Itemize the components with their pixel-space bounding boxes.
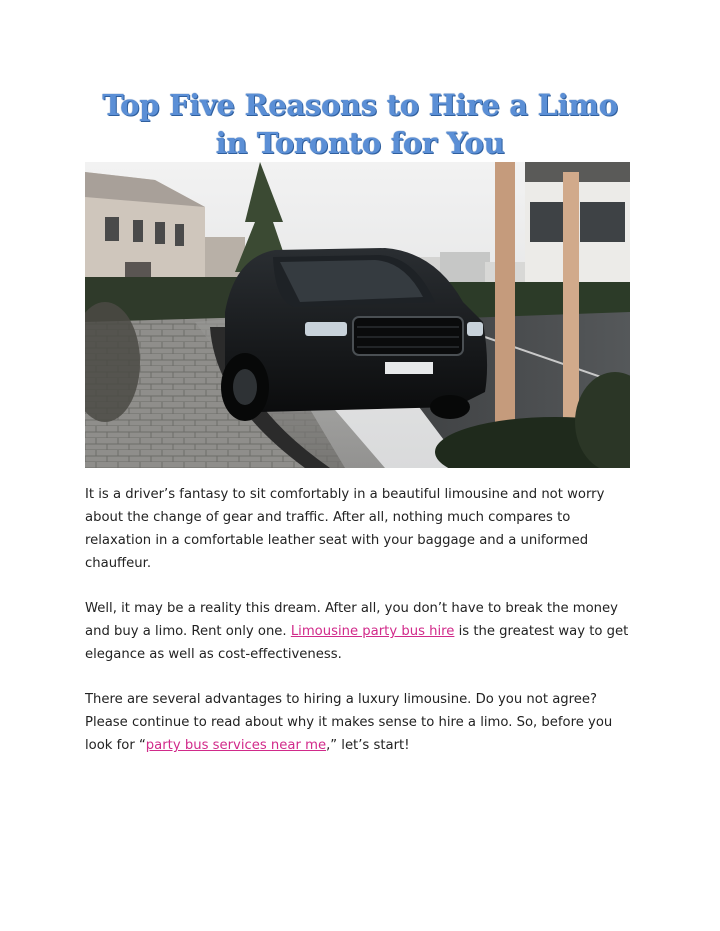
party-bus-services-near-me-link[interactable]: party bus services near me: [145, 738, 327, 753]
paragraph-2-text-after: is the greatest way to get elegance as well as cost-effectiveness.: [85, 624, 629, 662]
page-title: [60, 86, 660, 162]
title-line-2: in Toronto for You: [215, 126, 505, 160]
paragraph-3-text-after: ,” let’s start!: [326, 738, 410, 753]
paragraph-2-text-before: Well, it may be a reality this dream. After all, you don’t have to break the money and buy a limo. Rent only one.: [85, 601, 618, 639]
limousine-party-bus-hire-link[interactable]: Limousine party bus hire: [290, 624, 455, 639]
hero-image: [85, 162, 630, 468]
advantages-paragraph: [85, 688, 640, 757]
title-line-1: Top Five Reasons to Hire a Limo: [102, 88, 618, 122]
intro-paragraph: [85, 483, 640, 575]
reality-paragraph: [85, 597, 640, 666]
paragraph-3-text-before: There are several advantages to hiring a luxury limousine. Do you not agree? Please continue to read about why it makes sense to hire a limo. So, before you look for “: [85, 692, 613, 753]
limousine-photo-icon: [85, 162, 630, 468]
paragraph-1-text: It is a driver’s fantasy to sit comfortably in a beautiful limousine and not worry about the change of gear and traffic. After all, nothing much compares to relaxation in a comfortable leather seat with your baggage and a uniformed chauffeur.: [85, 487, 605, 571]
